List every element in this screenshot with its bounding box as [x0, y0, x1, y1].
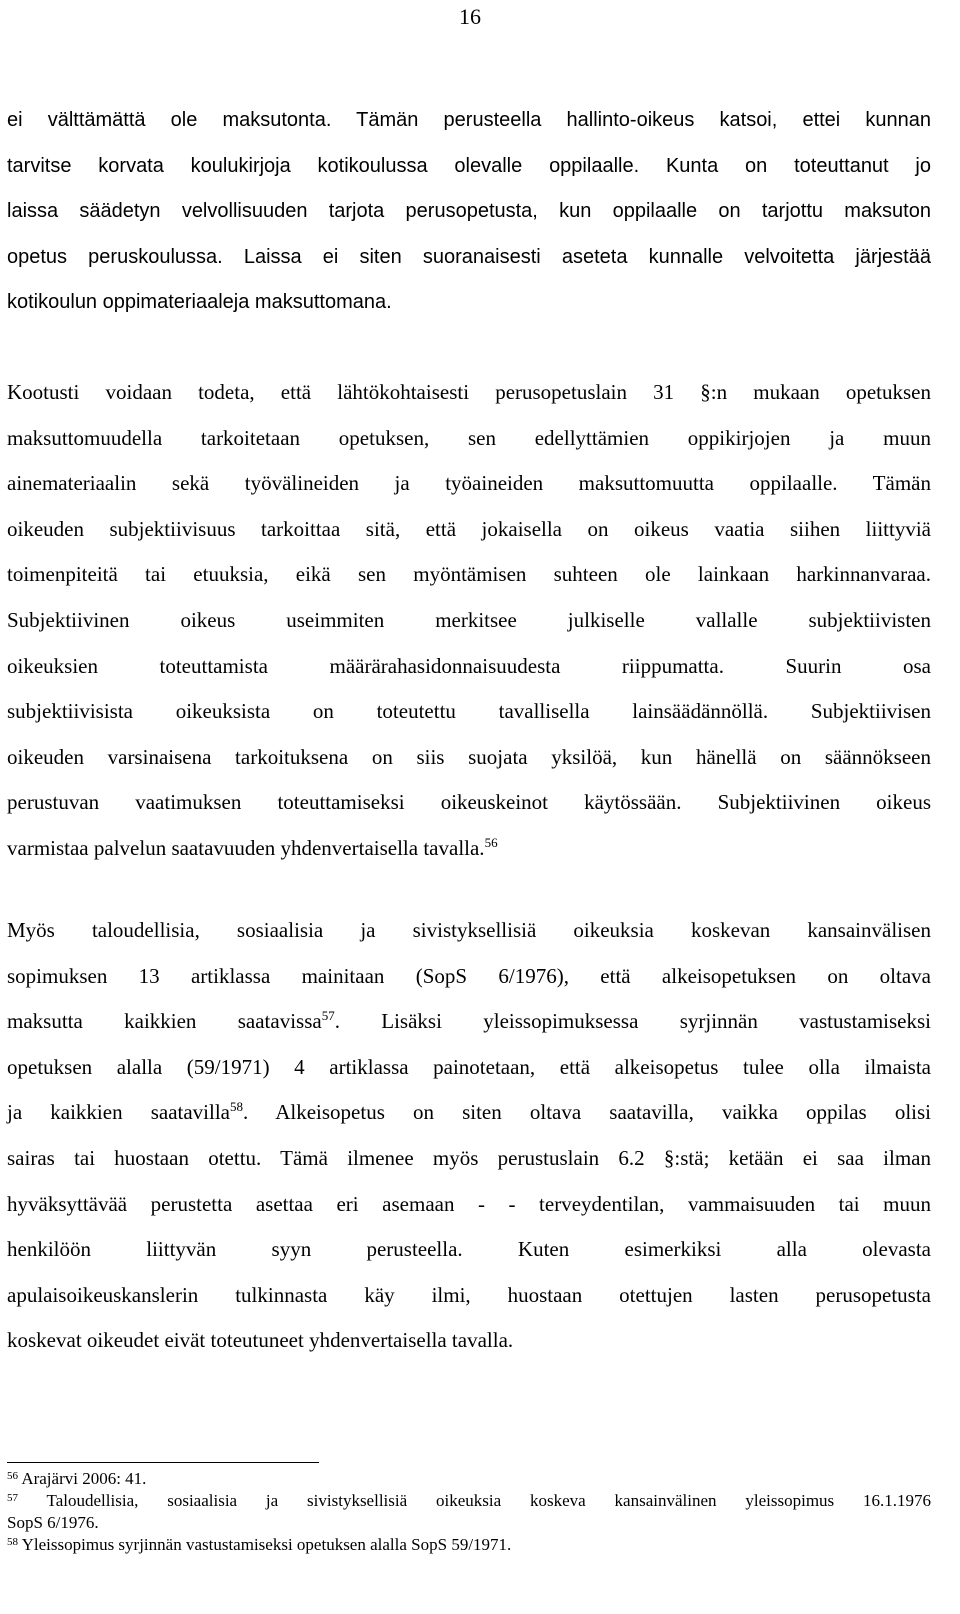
- text-line: Subjektiivinen oikeus useimmiten merkitsee julkiselle vallalle subjektiivisten: [7, 607, 931, 632]
- text-line: hyväksyttävää perustetta asettaa eri asemaan - - terveydentilan, vammaisuuden tai muun: [7, 1191, 931, 1216]
- text-line: oikeuden varsinaisena tarkoituksena on siis suojata yksilöä, kun hänellä on säännökseen: [7, 744, 931, 769]
- text-line: Kootusti voidaan todeta, että lähtökohtaisesti perusopetuslain 31 §:n mukaan opetuksen: [7, 380, 931, 404]
- text-line: subjektiivisista oikeuksista on toteutettu tavallisella lainsäädännöllä. Subjektiivisen: [7, 699, 931, 724]
- footnote-ref[interactable]: 57: [321, 1008, 335, 1024]
- footnotes: [7, 1468, 931, 1556]
- paragraph-1: [7, 98, 931, 326]
- text-line: oikeuksien toteuttamista määrärahasidonnaisuudesta riippumatta. Suurin osa: [7, 653, 931, 678]
- text-line: henkilöön liittyvän syyn perusteella. Kuten esimerkiksi alla olevasta: [7, 1237, 931, 1262]
- text-segment: maksutta kaikkien saatavissa: [7, 1009, 322, 1034]
- footnote-ref[interactable]: 58: [230, 1099, 243, 1115]
- footnote-56: [7, 1468, 931, 1490]
- footnote-text: Yleissopimus syrjinnän vastustamiseksi opetuksen alalla SopS 59/1971.: [21, 1535, 512, 1554]
- text-line: laissa säädetyn velvollisuuden tarjota perusopetusta, kun oppilaalle on tarjottu maksuton: [7, 200, 931, 223]
- text-line: opetuksen alalla (59/1971) 4 artiklassa painotetaan, että alkeisopetus tulee olla ilmaista: [7, 1054, 931, 1079]
- text-line: [7, 826, 931, 872]
- text-line: sopimuksen 13 artiklassa mainitaan (SopS 6/1976), että alkeisopetuksen on oltava: [7, 963, 931, 988]
- footnote-number: 56: [7, 1470, 18, 1482]
- paragraph-3: [7, 908, 931, 1364]
- text-line: opetus peruskoulussa. Laissa ei siten suoranaisesti aseteta kunnalle velvoitetta järjestää: [7, 245, 931, 268]
- footnote-57: [7, 1490, 931, 1534]
- footnote-line: SopS 6/1976.: [7, 1513, 99, 1532]
- text-segment: . Alkeisopetus on siten oltava saatavilla, vaikka oppilas olisi: [243, 1100, 932, 1125]
- footnote-number: 57: [7, 1492, 18, 1504]
- text-line: sairas tai huostaan otettu. Tämä ilmenee myös perustuslain 6.2 §:stä; ketään ei saa ilman: [7, 1145, 931, 1170]
- text-line: [7, 1090, 931, 1136]
- text-line: ei välttämättä ole maksutonta. Tämän perusteella hallinto-oikeus katsoi, ettei kunnan: [7, 109, 931, 131]
- footnote-ref[interactable]: 56: [484, 834, 498, 850]
- paragraph-2: [7, 370, 931, 872]
- footnote-separator: [7, 1462, 319, 1463]
- text-line: ainemateriaalin sekä työvälineiden ja työaineiden maksuttomuutta oppilaalle. Tämän: [7, 471, 931, 496]
- footnote-line: [7, 1534, 931, 1556]
- text-line: koskevat oikeudet eivät toteutuneet yhdenvertaisella tavalla.: [7, 1328, 514, 1353]
- text-line: maksuttomuudella tarkoitetaan opetuksen, sen edellyttämien oppikirjojen ja muun: [7, 425, 931, 450]
- text-line: tarvitse korvata koulukirjoja kotikoulussa olevalle oppilaalle. Kunta on toteuttanut jo: [7, 154, 931, 177]
- page-number: 16: [459, 4, 481, 29]
- text-line: perustuvan vaatimuksen toteuttamiseksi oikeuskeinot käytössään. Subjektiivinen oikeus: [7, 790, 931, 815]
- text-line: oikeuden subjektiivisuus tarkoittaa sitä, että jokaisella on oikeus vaatia siihen liittyviä: [7, 516, 931, 541]
- text-line: Myös taloudellisia, sosiaalisia ja sivistyksellisiä oikeuksia koskevan kansainvälisen: [7, 918, 931, 942]
- footnote-number: 58: [7, 1536, 18, 1548]
- footnote-line: [7, 1490, 931, 1512]
- text-line: toimenpiteitä tai etuuksia, eikä sen myöntämisen suhteen ole lainkaan harkinnanvaraa.: [7, 562, 931, 587]
- footnote-text: Arajärvi 2006: 41.: [21, 1469, 147, 1488]
- text-segment: . Lisäksi yleissopimuksessa syrjinnän vastustamiseksi: [334, 1009, 931, 1034]
- footnote-line: [7, 1468, 931, 1490]
- text-segment: ja kaikkien saatavilla: [7, 1100, 230, 1125]
- footnote-text: Taloudellisia, sosiaalisia ja sivistyksellisiä oikeuksia koskeva kansainvälinen yleissopimus 16.1.1976: [46, 1491, 931, 1510]
- text-line: apulaisoikeuskanslerin tulkinnasta käy ilmi, huostaan otettujen lasten perusopetusta: [7, 1282, 931, 1307]
- text-line: [7, 999, 931, 1045]
- text-segment: varmistaa palvelun saatavuuden yhdenvertaisella tavalla.: [7, 835, 485, 860]
- footnote-58: [7, 1534, 931, 1556]
- text-line: kotikoulun oppimateriaaleja maksuttomana.: [7, 291, 392, 314]
